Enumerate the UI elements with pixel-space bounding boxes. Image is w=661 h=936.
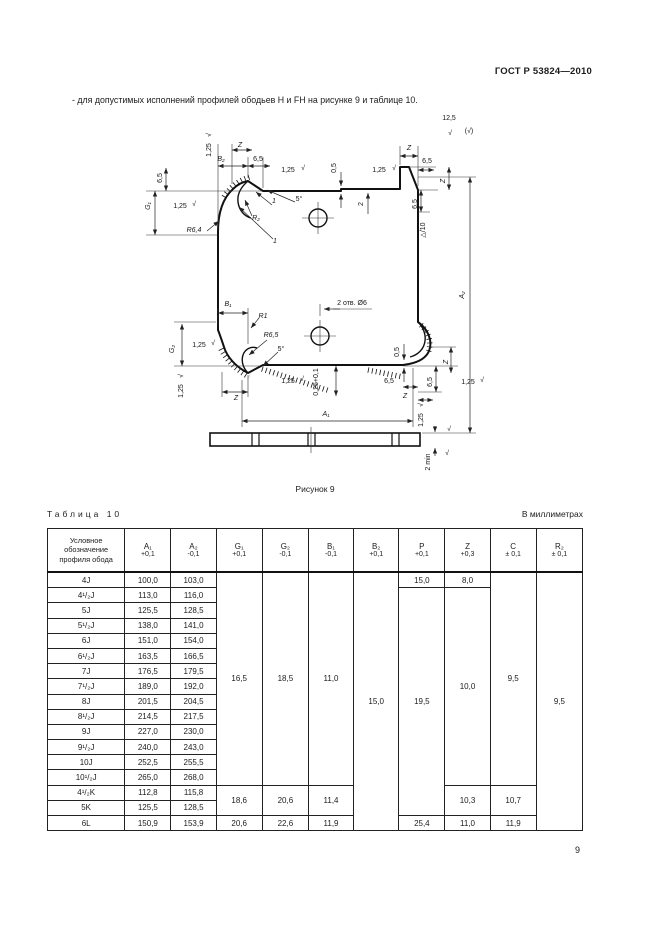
table-row	[48, 816, 583, 831]
dim-label: △/10	[420, 222, 427, 238]
rim-table-body	[48, 572, 583, 831]
table-cell: 103,0	[171, 572, 216, 588]
table-cell: 11,0	[445, 816, 490, 831]
table-cell: 5¹/₂J	[48, 618, 125, 633]
dim-label: 12,5	[442, 115, 456, 122]
table-cell: 5J	[48, 603, 125, 618]
table-cell: 11,4	[308, 785, 353, 815]
table-cell: 9,5	[536, 572, 582, 831]
page-number: 9	[574, 845, 580, 855]
table-row	[48, 572, 583, 588]
table-cell: 4¹/₂K	[48, 785, 125, 800]
table-cell: 6¹/₂J	[48, 648, 125, 663]
column-header: B₁ -0,1	[308, 529, 353, 573]
column-header: P +0,1	[399, 529, 445, 573]
rim-dimensions-table	[47, 528, 583, 831]
dim-label: √	[206, 133, 213, 137]
table-cell: 112,8	[125, 785, 171, 800]
rim-profile-outline	[218, 167, 430, 373]
header-row	[48, 529, 583, 573]
dim-label: 2 отв. Ø6	[337, 300, 367, 307]
table-cell: 268,0	[171, 770, 216, 785]
table-cell: 11,9	[490, 816, 536, 831]
dim-label: 2 min	[425, 453, 432, 471]
table-cell: 8,0	[445, 572, 490, 588]
doc-number: ГОСТ Р 53824—2010	[494, 66, 592, 77]
dim-label: √	[300, 376, 304, 383]
dim-label: 1,25	[372, 167, 386, 174]
dim-label: √	[445, 450, 449, 457]
table-cell: 5K	[48, 800, 125, 815]
hatching	[368, 370, 403, 377]
column-header: C ± 0,1	[490, 529, 536, 573]
dim-label: √	[392, 165, 396, 172]
table-cell: 214,5	[125, 709, 171, 724]
table-cell: 141,0	[171, 618, 216, 633]
table-cell: 20,6	[216, 816, 262, 831]
dim-label: B₁	[224, 301, 232, 308]
table-row	[48, 785, 583, 800]
dim-label: B₂	[217, 156, 225, 163]
table-cell: 19,5	[399, 588, 445, 816]
dim-label: √	[301, 165, 305, 172]
table-cell: 4J	[48, 572, 125, 588]
table-cell: 217,5	[171, 709, 216, 724]
table-cell: 10,0	[445, 588, 490, 785]
table-cell: 10,7	[490, 785, 536, 815]
table-cell: 113,0	[125, 588, 171, 603]
table-cell: 240,0	[125, 740, 171, 755]
dim-label: G₁	[145, 202, 152, 210]
table-cell: 255,5	[171, 755, 216, 770]
dim-label: R1	[258, 313, 268, 320]
dim-label: 6,5	[157, 173, 164, 183]
table-cell: 22,6	[262, 816, 308, 831]
table-cell: 25,4	[399, 816, 445, 831]
table-cell: 227,0	[125, 724, 171, 739]
table-cell: 6L	[48, 816, 125, 831]
table-cell: 116,0	[171, 588, 216, 603]
dim-label: 6,5	[384, 378, 394, 385]
dim-label: 1,25	[192, 342, 206, 349]
dim-label: √	[447, 426, 451, 433]
table-cell: 11,9	[308, 816, 353, 831]
dim-label: 6,5	[412, 199, 419, 209]
table-cell: 150,9	[125, 816, 171, 831]
table-cell: 230,0	[171, 724, 216, 739]
table-cell: 151,0	[125, 633, 171, 648]
table-head	[48, 529, 583, 573]
table-cell: 9J	[48, 724, 125, 739]
dim-label: 6,5	[427, 377, 434, 387]
intro-text: - для допустимых исполнений профилей ободьев Н и FH на рисунке 9 и таблице 10.	[72, 95, 418, 105]
column-header: Условное обозначение профиля обода	[48, 529, 125, 573]
table-cell: 138,0	[125, 618, 171, 633]
table-cell: 252,5	[125, 755, 171, 770]
flange-curl-bottom-right	[410, 322, 425, 357]
column-header: R₂ ± 0,1	[536, 529, 582, 573]
table-cell: 153,9	[171, 816, 216, 831]
dim-label: 1,25	[281, 378, 295, 385]
dim-label: 1,25	[178, 384, 185, 398]
figure-svg	[128, 98, 548, 498]
table-cell: 18,6	[216, 785, 262, 815]
table-cell: 243,0	[171, 740, 216, 755]
table-cell: 204,5	[171, 694, 216, 709]
dim-label: Z	[443, 359, 450, 365]
table-cell: 100,0	[125, 572, 171, 588]
dim-label: 6,5	[422, 158, 432, 165]
dim-label: √	[192, 201, 196, 208]
column-header: A₁ +0,1	[125, 529, 171, 573]
column-header: G₁ +0,1	[216, 529, 262, 573]
dim-label: R6,5	[263, 332, 279, 339]
table-cell: 10¹/₂J	[48, 770, 125, 785]
table-cell: 125,5	[125, 603, 171, 618]
table-cell: 18,5	[262, 572, 308, 785]
dim-label: A₂	[459, 291, 466, 299]
column-header: A₂ -0,1	[171, 529, 216, 573]
table-cell: 9¹/₂J	[48, 740, 125, 755]
table-cell: 4¹/₂J	[48, 588, 125, 603]
table-cell: 176,5	[125, 664, 171, 679]
table-cell: 115,8	[171, 785, 216, 800]
dim-label: 1,25	[418, 413, 425, 427]
dim-label: √	[211, 340, 215, 347]
dim-label: R6,4	[186, 227, 202, 234]
column-header: G₂ -0,1	[262, 529, 308, 573]
dim-label: 1,25	[461, 379, 475, 386]
table-cell: 192,0	[171, 679, 216, 694]
dim-label: 0,5	[331, 163, 338, 173]
dim-label: 1	[272, 198, 276, 205]
table-cell: 6J	[48, 633, 125, 648]
table-cell: 11,0	[308, 572, 353, 785]
dim-label: Z	[233, 395, 239, 402]
table-label: Таблица 10	[47, 509, 123, 519]
dim-label: 5°	[277, 346, 285, 353]
column-header: B₂ +0,1	[354, 529, 399, 573]
dim-label: 5°	[295, 196, 303, 203]
table-cell: 265,0	[125, 770, 171, 785]
dim-label: Z	[440, 178, 447, 184]
table-cell: 16,5	[216, 572, 262, 785]
table-cell: 20,6	[262, 785, 308, 815]
dim-label: √	[178, 374, 185, 378]
table-cell: 201,5	[125, 694, 171, 709]
dim-label: 0,5	[394, 347, 401, 357]
table-cell: 8¹/₂J	[48, 709, 125, 724]
dim-label: Z	[406, 145, 412, 152]
dim-label: √	[448, 130, 452, 137]
table-cell: 7¹/₂J	[48, 679, 125, 694]
table-cell: 15,0	[354, 572, 399, 831]
table-units: В миллиметрах	[521, 509, 583, 519]
table-cell: 8J	[48, 694, 125, 709]
table-cell: 166,5	[171, 648, 216, 663]
hatching	[224, 177, 250, 197]
figure-caption: Рисунок 9	[295, 484, 335, 494]
dim-label: 6,5	[253, 156, 263, 163]
dim-label: √	[480, 377, 484, 384]
dim-label: A₁	[322, 411, 330, 418]
dim-label: √	[418, 403, 425, 407]
dim-label: Z	[237, 142, 243, 149]
dim-label: 1,25	[206, 143, 213, 157]
table-cell: 189,0	[125, 679, 171, 694]
table-cell: 128,5	[171, 800, 216, 815]
table-cell: 10J	[48, 755, 125, 770]
dim-label: R₂	[252, 215, 260, 222]
table-cell: 10,3	[445, 785, 490, 815]
dim-label: 1	[273, 238, 277, 245]
table-cell: 163,5	[125, 648, 171, 663]
dim-label: (√)	[464, 128, 474, 135]
dim-label: 1,25	[281, 167, 295, 174]
table-cell: 125,5	[125, 800, 171, 815]
table-cell: 154,0	[171, 633, 216, 648]
dim-label: Z	[402, 393, 408, 400]
table-cell: 7J	[48, 664, 125, 679]
column-header: Z +0,3	[445, 529, 490, 573]
table-cell: 128,5	[171, 603, 216, 618]
table-cell: 15,0	[399, 572, 445, 588]
dim-label: 0,25+0,1	[313, 368, 320, 396]
dim-label: 1,25	[173, 203, 187, 210]
table-cell: 9,5	[490, 572, 536, 785]
dim-label: 2	[358, 202, 365, 206]
dim-label: G₂	[169, 344, 176, 354]
table-cell: 179,5	[171, 664, 216, 679]
